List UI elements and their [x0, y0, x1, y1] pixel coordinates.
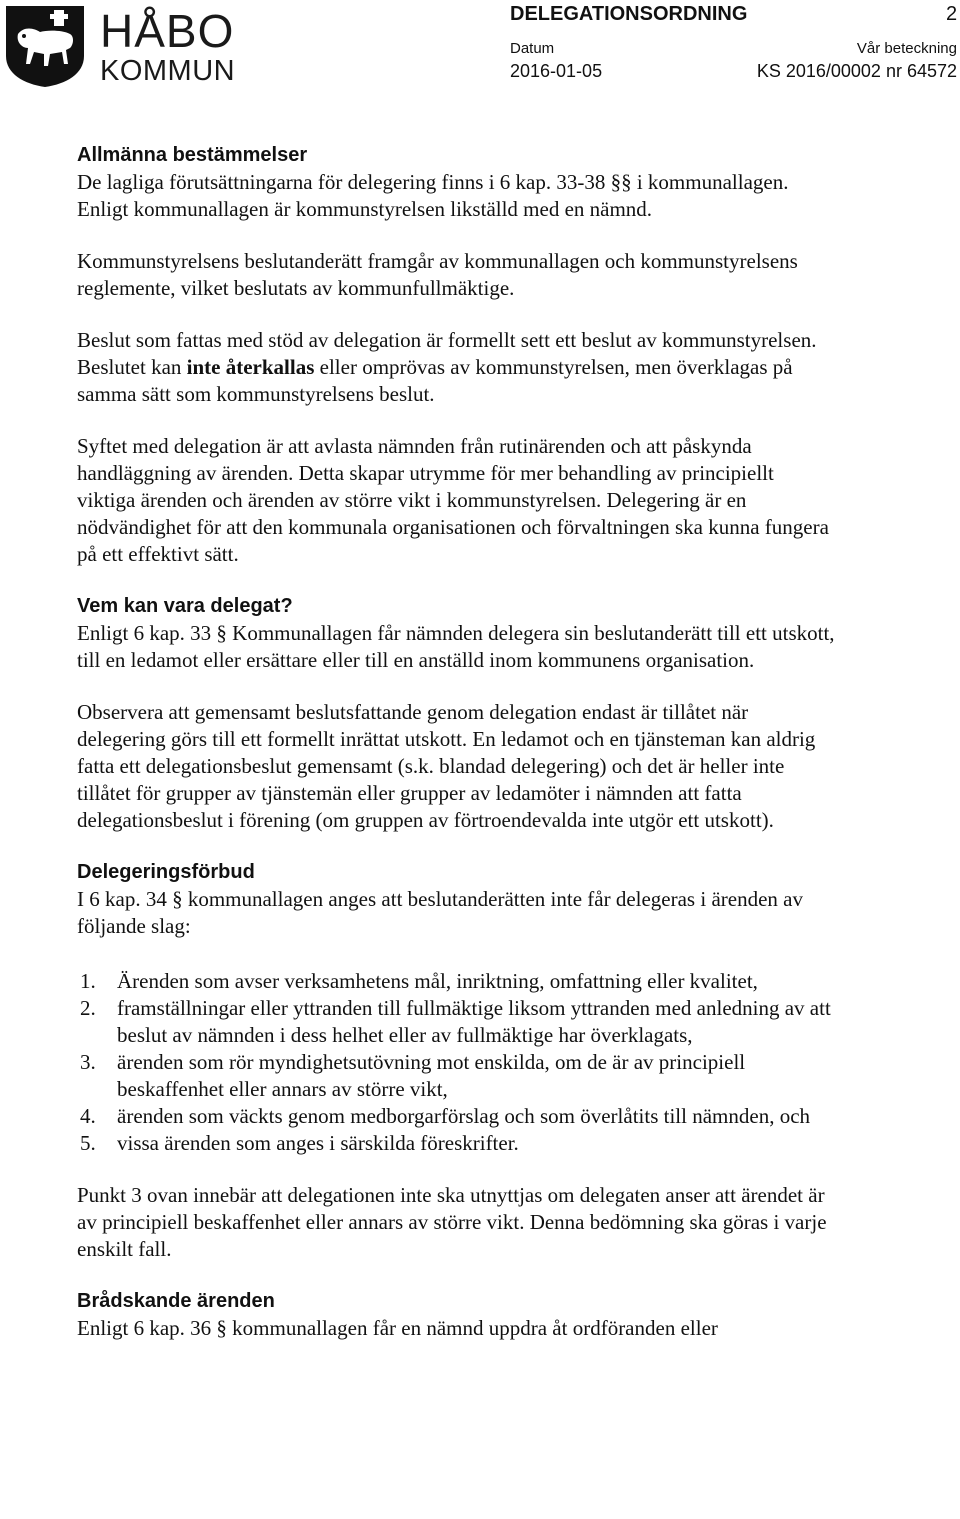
list-item: [77, 1049, 837, 1103]
list-number: 2.: [80, 996, 96, 1020]
logo-text-kommun: KOMMUN: [100, 55, 236, 87]
section-heading-vem-kan-vara-delegat: Vem kan vara delegat?: [77, 595, 293, 617]
list-item-text: framställningar eller yttranden till fullmäktige liksom yttranden med anledning av att beslut av nämnden i dess helhet eller av fullmäktige har överklagats,: [117, 996, 831, 1047]
emphasis-text: inte återkallas: [186, 355, 315, 379]
list-item: [77, 1103, 837, 1130]
paragraph: Punkt 3 ovan innebär att delegationen inte ska utnyttjas om delegaten anser att ärendet är av principiell beskaffenhet eller annars av större vikt. Denna bedömning ska göras i varje enskilt fall.: [77, 1183, 827, 1261]
list-number: 4.: [80, 1104, 96, 1128]
list-number: 5.: [80, 1131, 96, 1155]
paragraph: Enligt 6 kap. 36 § kommunallagen får en nämnd uppdra åt ordföranden eller: [77, 1316, 718, 1340]
datum-value: 2016-01-05: [510, 61, 603, 81]
section-heading-bradskande-arenden: Brådskande ärenden: [77, 1290, 275, 1312]
logo-text-habo: HÅBO: [100, 5, 235, 57]
list-item: [77, 968, 837, 995]
list-number: 3.: [80, 1050, 96, 1074]
list-item: [77, 995, 837, 1049]
paragraph: I 6 kap. 34 § kommunallagen anges att beslutanderätten inte får delegeras i ärenden av följande slag:: [77, 887, 803, 938]
habo-coat-of-arms-icon: [4, 4, 86, 88]
page-number: 2: [946, 3, 958, 25]
habo-kommun-logo: [4, 4, 234, 88]
paragraph: Observera att gemensamt beslutsfattande genom delegation endast är tillåtet när delegering görs till ett formellt inrättat utskott. En ledamot och en tjänsteman kan aldrig fatta ett delegationsbeslut gemensamt (s.k. blandad delegering) och det är heller inte tillåtet för grupper av tjänstemän eller grupper av ledamöter i nämnden att fatta delegationsbeslut i förening (om gruppen av förtroendevalda inte utgör ett utskott).: [77, 700, 816, 832]
beteckning-label: Vår beteckning: [856, 40, 957, 57]
paragraph: Kommunstyrelsens beslutanderätt framgår av kommunallagen och kommunstyrelsens reglemente, vilket beslutats av kommunfullmäktige.: [77, 249, 798, 300]
list-number: 1.: [80, 969, 96, 993]
list-item-text: vissa ärenden som anges i särskilda föreskrifter.: [117, 1131, 519, 1155]
beteckning-value: KS 2016/00002 nr 64572: [756, 61, 957, 81]
text-span: eller omprövas av kommunstyrelsen, men överklagas på samma sätt som kommunstyrelsens beslut.: [77, 355, 793, 406]
paragraph: De lagliga förutsättningarna för delegering finns i 6 kap. 33-38 §§ i kommunallagen. Enligt kommunallagen är kommunstyrelsen likställd med en nämnd.: [77, 170, 789, 221]
list-item: [77, 1130, 837, 1157]
datum-label: Datum: [510, 40, 555, 57]
paragraph: Enligt 6 kap. 33 § Kommunallagen får nämnden delegera sin beslutanderätt till ett utskott, till en ledamot eller ersättare eller till en anställd inom kommunens organisation.: [77, 621, 835, 672]
section-heading-allmanna: Allmänna bestämmelser: [77, 144, 308, 166]
document-body: [77, 142, 837, 1342]
text-span: Beslut som fattas med stöd av delegation är formellt sett ett beslut av kommunstyrelsen. Beslutet kan: [77, 328, 817, 379]
section-heading-delegeringsforbud: Delegeringsförbud: [77, 861, 255, 883]
list-item-text: Ärenden som avser verksamhetens mål, inriktning, omfattning eller kvalitet,: [117, 969, 758, 993]
paragraph: [77, 327, 837, 408]
paragraph: Syftet med delegation är att avlasta nämnden från rutinärenden och att påskynda handläggning av ärenden. Detta skapar utrymme för mer behandling av principiellt viktiga ärenden och ärenden av större vikt i kommunstyrelsen. Delegering är en nödvändighet för att den kommunala organisationen och förvaltningen ska kunna fungera på ett effektivt sätt.: [77, 434, 829, 566]
numbered-list: [77, 968, 837, 1157]
list-item-text: ärenden som rör myndighetsutövning mot enskilda, om de är av principiell beskaffenhet eller annars av större vikt,: [117, 1050, 746, 1101]
document-title: DELEGATIONSORDNING: [510, 3, 748, 25]
list-item-text: ärenden som väckts genom medborgarförslag och som överlåtits till nämnden, och: [117, 1104, 811, 1128]
